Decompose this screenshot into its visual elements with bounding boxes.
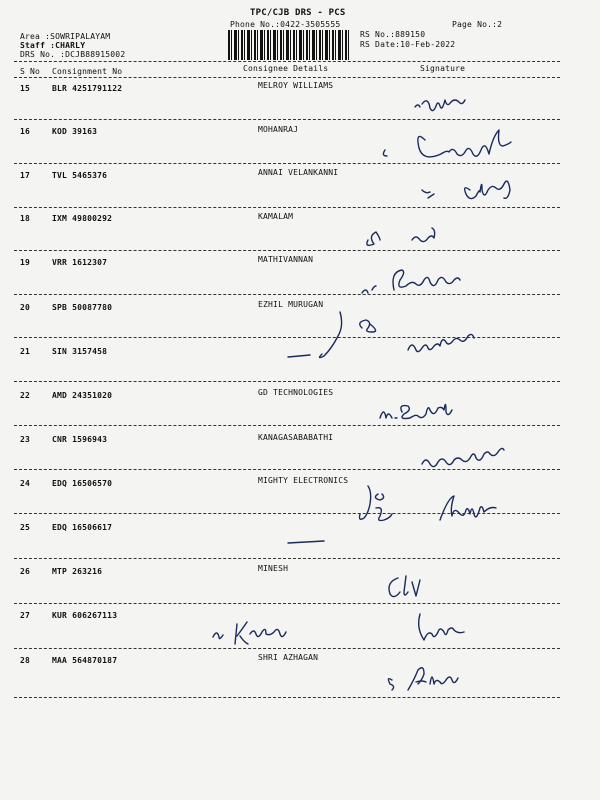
signature-mark	[389, 576, 420, 597]
signature-mark	[422, 448, 504, 466]
signature-mark	[408, 334, 474, 351]
staff-label: Staff :CHARLY	[20, 41, 86, 50]
area-label: Area :SOWRIPALAYAM	[20, 32, 111, 41]
row-consignment: MTP 263216	[52, 567, 103, 576]
column-header-signature: Signature	[420, 64, 466, 73]
row-sno: 25	[20, 523, 31, 532]
row-consignment: EDQ 16506617	[52, 523, 113, 532]
signature-mark	[362, 270, 460, 293]
row-consignee: MIGHTY ELECTRONICS	[258, 476, 349, 485]
row-sno: 20	[20, 303, 31, 312]
drs-number: DRS No. :DCJB88915002	[20, 50, 126, 59]
row-sno: 28	[20, 656, 31, 665]
row-consignment: CNR 1596943	[52, 435, 108, 444]
row-sno: 22	[20, 391, 31, 400]
signature-mark	[383, 130, 511, 157]
row-consignment: KOD 39163	[52, 127, 98, 136]
row-consignment: AMD 24351020	[52, 391, 113, 400]
row-consignment: KUR 606267113	[52, 611, 118, 620]
signature-mark	[419, 614, 464, 640]
rs-number: RS No.:889150	[360, 30, 426, 39]
row-consignment: IXM 49800292	[52, 214, 113, 223]
signature-mark	[360, 486, 393, 521]
column-header-consignee: Consignee Details	[243, 64, 329, 73]
signature-mark	[440, 496, 496, 520]
row-consignment: SPB 50087780	[52, 303, 113, 312]
row-consignment: VRR 1612307	[52, 258, 108, 267]
row-consignment: TVL 5465376	[52, 171, 108, 180]
phone-number: Phone No.:0422-3505555	[230, 20, 341, 29]
row-consignee: MOHANRAJ	[258, 125, 299, 134]
rs-date: RS Date:10-Feb-2022	[360, 40, 456, 49]
row-sno: 23	[20, 435, 31, 444]
row-consignment: SIN 3157458	[52, 347, 108, 356]
signature-mark	[380, 404, 452, 418]
signature-mark	[422, 181, 510, 198]
row-consignment: BLR 4251791122	[52, 84, 123, 93]
row-sno: 15	[20, 84, 31, 93]
signature-mark	[288, 355, 310, 357]
signature-mark	[388, 668, 458, 690]
row-sno: 16	[20, 127, 31, 136]
row-sno: 24	[20, 479, 31, 488]
row-sno: 27	[20, 611, 31, 620]
row-consignee: GD TECHNOLOGIES	[258, 388, 334, 397]
page-number: Page No.:2	[452, 20, 503, 29]
row-consignee: MELROY WILLIAMS	[258, 81, 334, 90]
row-consignment: EDQ 16506570	[52, 479, 113, 488]
row-consignee: EZHIL MURUGAN	[258, 300, 324, 309]
document-title: TPC/CJB DRS - PCS	[250, 8, 346, 18]
column-header-sno: S No	[20, 67, 41, 76]
row-consignee: MINESH	[258, 564, 289, 573]
row-consignee: KAMALAM	[258, 212, 294, 221]
signature-mark	[288, 541, 324, 543]
row-sno: 26	[20, 567, 31, 576]
signature-mark	[367, 228, 435, 245]
signature-mark	[213, 622, 286, 644]
row-sno: 17	[20, 171, 31, 180]
row-consignment: MAA 564870187	[52, 656, 118, 665]
row-consignee: ANNAI VELANKANNI	[258, 168, 339, 177]
signature-mark	[319, 312, 341, 358]
row-consignee: SHRI AZHAGAN	[258, 653, 319, 662]
row-sno: 21	[20, 347, 31, 356]
signature-mark	[360, 320, 376, 332]
row-sno: 19	[20, 258, 31, 267]
row-sno: 18	[20, 214, 31, 223]
signature-mark	[415, 100, 465, 111]
row-consignee: MATHIVANNAN	[258, 255, 314, 264]
row-consignee: KANAGASABABATHI	[258, 433, 334, 442]
column-header-consignment: Consignment No	[52, 67, 123, 76]
